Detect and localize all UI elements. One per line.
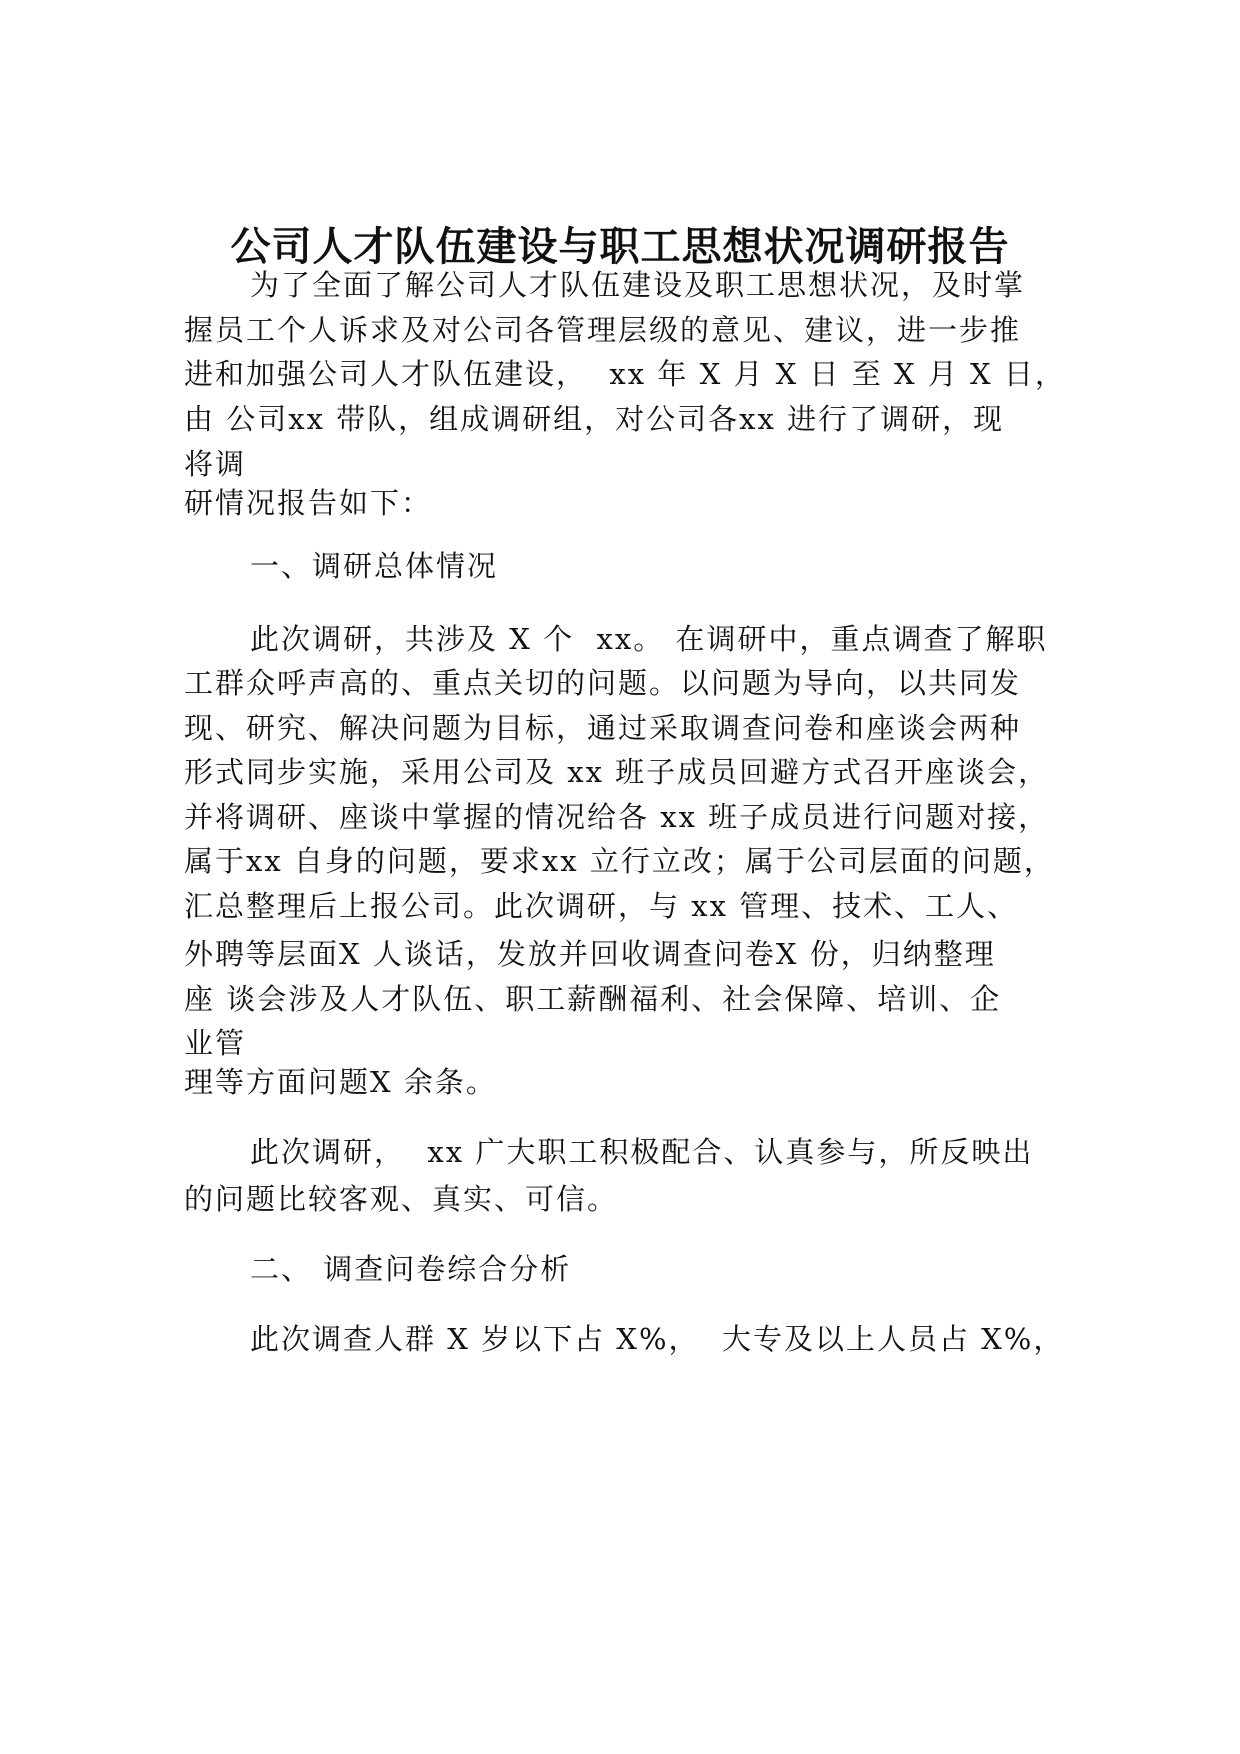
paragraph-line: 由 公司xx 带队，组成调研组，对公司各xx 进行了调研，现 — [184, 402, 1005, 436]
paragraph-line: 座 谈会涉及人才队伍、职工薪酬福利、社会保障、培训、企 — [184, 982, 1002, 1016]
paragraph-line: 进和加强公司人才队伍建设， xx 年 X 月 X 日 至 X 月 X 日， — [184, 357, 1066, 391]
paragraph-line: 形式同步实施，采用公司及 xx 班子成员回避方式召开座谈会， — [184, 755, 1050, 789]
section-heading: 一、调研总体情况 — [250, 549, 499, 583]
paragraph-line: 将调 — [184, 447, 247, 481]
paragraph-line: 工群众呼声高的、重点关切的问题。以问题为导向，以共同发 — [184, 666, 1022, 700]
paragraph-line: 的问题比较客观、真实、可信。 — [184, 1182, 619, 1216]
paragraph-line: 为了全面了解公司人才队伍建设及职工思想状况，及时掌 — [250, 268, 1026, 302]
paragraph-line: 汇总整理后上报公司。此次调研，与 xx 管理、技术、工人、 — [184, 889, 1019, 923]
section-heading: 二、 调查问卷综合分析 — [250, 1252, 572, 1286]
paragraph-line: 研情况报告如下： — [184, 486, 433, 520]
paragraph-line: 并将调研、座谈中掌握的情况给各 xx 班子成员进行问题对接， — [184, 800, 1050, 834]
paragraph-line: 理等方面问题X 余条。 — [184, 1065, 497, 1099]
paragraph-line: 属于xx 自身的问题，要求xx 立行立改；属于公司层面的问题， — [184, 844, 1055, 878]
paragraph-line: 现、研究、解决问题为目标，通过采取调查问卷和座谈会两种 — [184, 711, 1022, 745]
document-title: 公司人才队伍建设与职工思想状况调研报告 — [230, 224, 1010, 270]
paragraph-line: 握员工个人诉求及对公司各管理层级的意见、建议，进一步推 — [184, 313, 1022, 347]
paragraph-line: 此次调研，共涉及 X 个 xx。 在调研中，重点调查了解职 — [250, 622, 1048, 656]
paragraph-line: 此次调查人群 X 岁以下占 X%， 大专及以上人员占 X%， — [250, 1322, 1065, 1356]
paragraph-line: 此次调研， xx 广大职工积极配合、认真参与，所反映出 — [250, 1135, 1034, 1169]
paragraph-line: 业管 — [184, 1026, 247, 1060]
paragraph-line: 外聘等层面X 人谈话，发放并回收调查问卷X 份，归纳整理 — [184, 937, 996, 971]
